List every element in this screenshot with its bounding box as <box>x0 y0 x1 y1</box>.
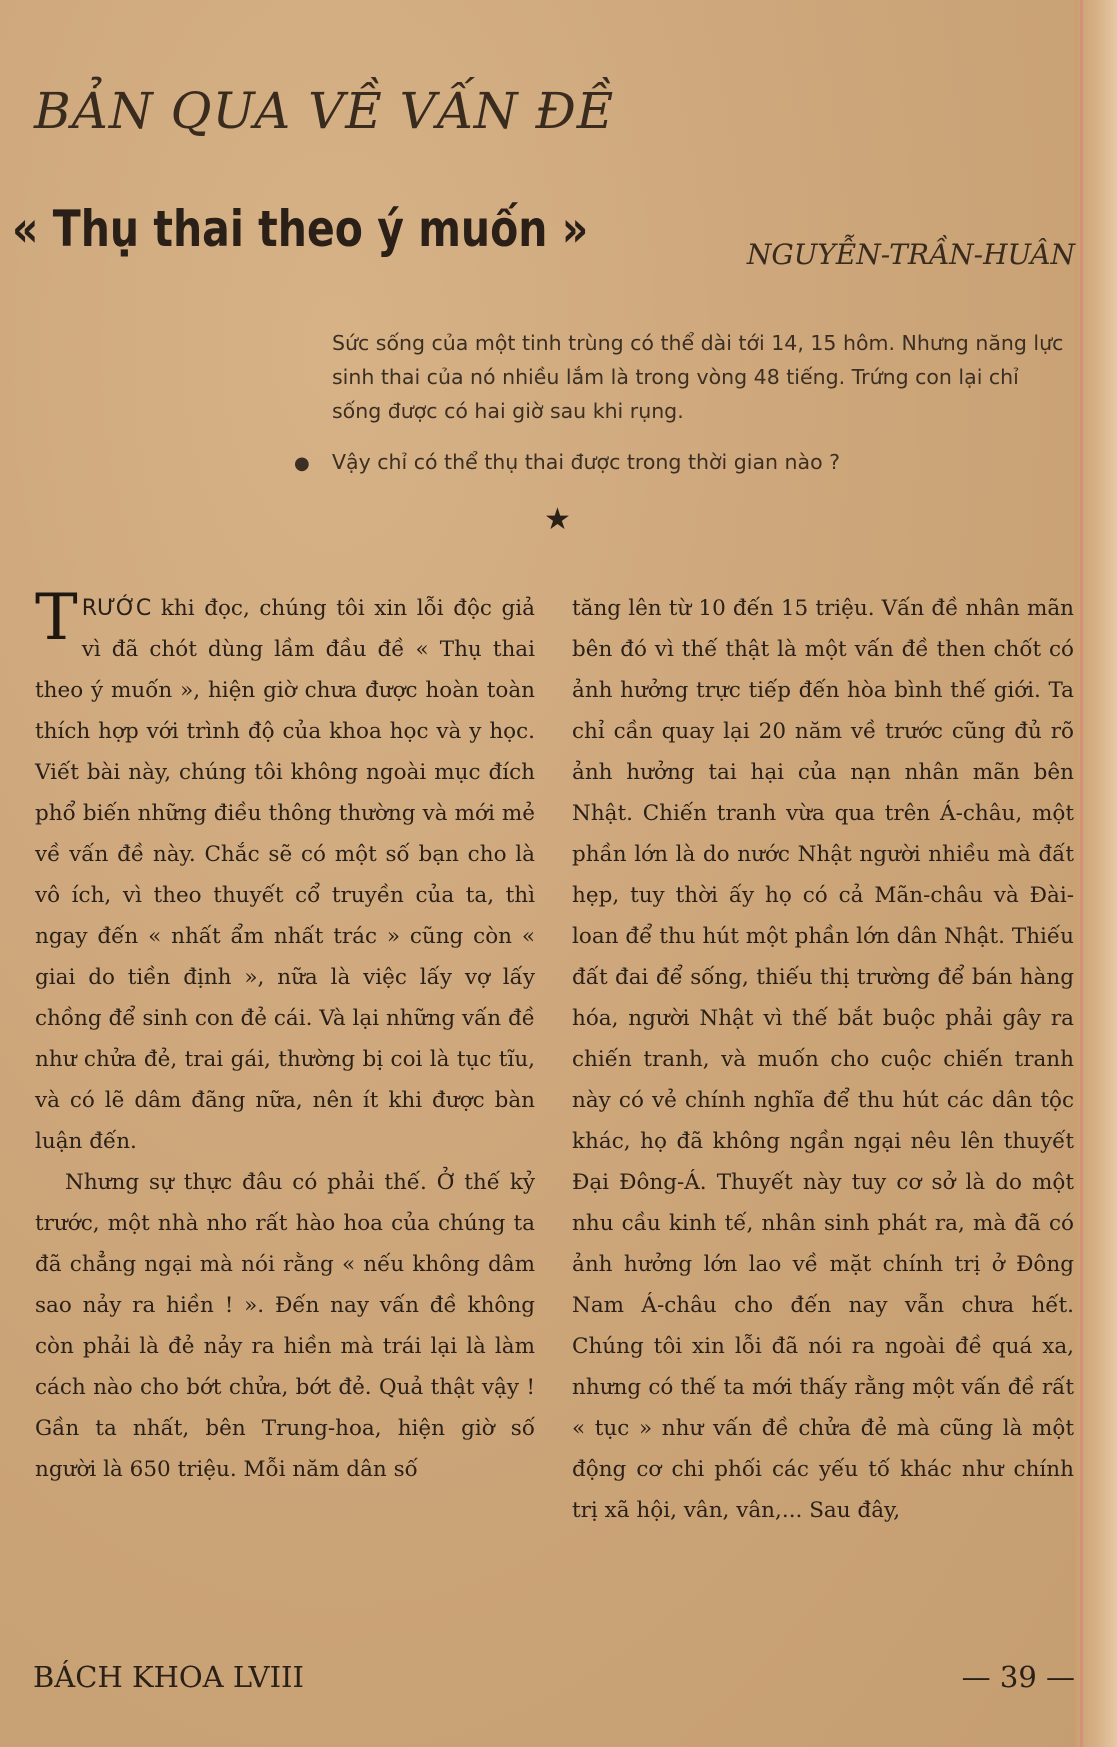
bullet-icon: ● <box>294 453 310 474</box>
question-text: Vậy chỉ có thể thụ thai được trong thời gian nào ? <box>332 450 841 474</box>
magazine-issue: BÁCH KHOA LVIII <box>33 1660 304 1694</box>
paragraph-text: khi đọc, chúng tôi xin lỗi độc giả vì đã chót dùng lầm đầu đề « Thụ thai theo ý muốn », hiện giờ chưa được hoàn toàn thích hợp với trình độ của khoa học và y học. Viết bài này, chúng tôi không ngoài mục đích phổ biến những điều thông thường và mới mẻ về vấn đề này. Chắc sẽ có một số bạn cho là vô ích, vì theo thuyết cổ truyền của ta, thì ngay đến « nhất ẩm nhất trác » cũng còn « giai do tiền định », nữa là việc lấy vợ lấy chồng để sinh con đẻ cái. Và lại những vấn đề như chửa đẻ, trai gái, thường bị coi là tục tĩu, và có lẽ dâm đãng nữa, nên ít khi được bàn luận đến. <box>35 596 535 1154</box>
section-header: BẢN QUA VỀ VẤN ĐỀ <box>34 82 615 140</box>
body-column-right <box>572 588 1074 1531</box>
margin-line <box>1080 0 1083 1747</box>
drop-cap: T <box>35 581 78 655</box>
body-paragraph: tăng lên từ 10 đến 15 triệu. Vấn đề nhân mãn bên đó vì thế thật là một vấn đề then chốt có ảnh hưởng trực tiếp đến hòa bình thế giới. Ta chỉ cần quay lại 20 năm về trước cũng đủ rõ ảnh hưởng tai hại của nạn nhân mãn bên Nhật. Chiến tranh vừa qua trên Á-châu, một phần lớn là do nước Nhật người nhiều mà đất hẹp, tuy thời ấy họ có cả Mãn-châu và Đài-loan để thu hút một phần lớn dân Nhật. Thiếu đất đai để sống, thiếu thị trường để bán hàng hóa, người Nhật vì thế bắt buộc phải gây ra chiến tranh, và muốn cho cuộc chiến tranh này có vẻ chính nghĩa để thu hút các dân tộc khác, họ đã không ngần ngại nêu lên thuyết Đại Đông-Á. Thuyết này tuy cơ sở là do một nhu cầu kinh tế, nhân sinh phát ra, mà đã có ảnh hưởng lớn lao về mặt chính trị ở Đông Nam Á-châu cho đến nay vẫn chưa hết. Chúng tôi xin lỗi đã nói ra ngoài đề quá xa, nhưng có thế ta mới thấy rằng một vấn đề rất « tục » như vấn đề chửa đẻ mà cũng là một động cơ chi phối các yếu tố khác như chính trị xã hội, vân, vân,... Sau đây, <box>572 596 1074 1523</box>
article-author: NGUYỄN-TRẦN-HUÂN <box>746 238 1075 271</box>
body-column-left <box>35 581 535 1490</box>
body-paragraph: Nhưng sự thực đâu có phải thế. Ở thế kỷ trước, một nhà nho rất hào hoa của chúng ta đã chẳng ngại mà nói rằng « nếu không dâm sao nảy ra hiền ! ». Đến nay vấn đề không còn phải là đẻ nảy ra hiền mà trái lại là làm cách nào cho bớt chửa, bớt đẻ. Quả thật vậy ! Gần ta nhất, bên Trung-hoa, hiện giờ số người là 650 triệu. Mỗi năm dân số <box>35 1170 535 1482</box>
star-icon: ★ <box>544 502 571 537</box>
article-title: « Thụ thai theo ý muốn » <box>12 200 589 258</box>
article-intro: Sức sống của một tinh trùng có thể dài tới 14, 15 hôm. Nhưng năng lực sinh thai của nó nhiều lắm là trong vòng 48 tiếng. Trứng con lại chỉ sống được có hai giờ sau khi rụng. <box>332 331 1064 423</box>
page-number: — 39 — <box>961 1660 1075 1694</box>
body-paragraph <box>35 581 535 1162</box>
intro-question <box>294 450 1074 474</box>
lead-word: RƯỚC <box>81 596 152 621</box>
